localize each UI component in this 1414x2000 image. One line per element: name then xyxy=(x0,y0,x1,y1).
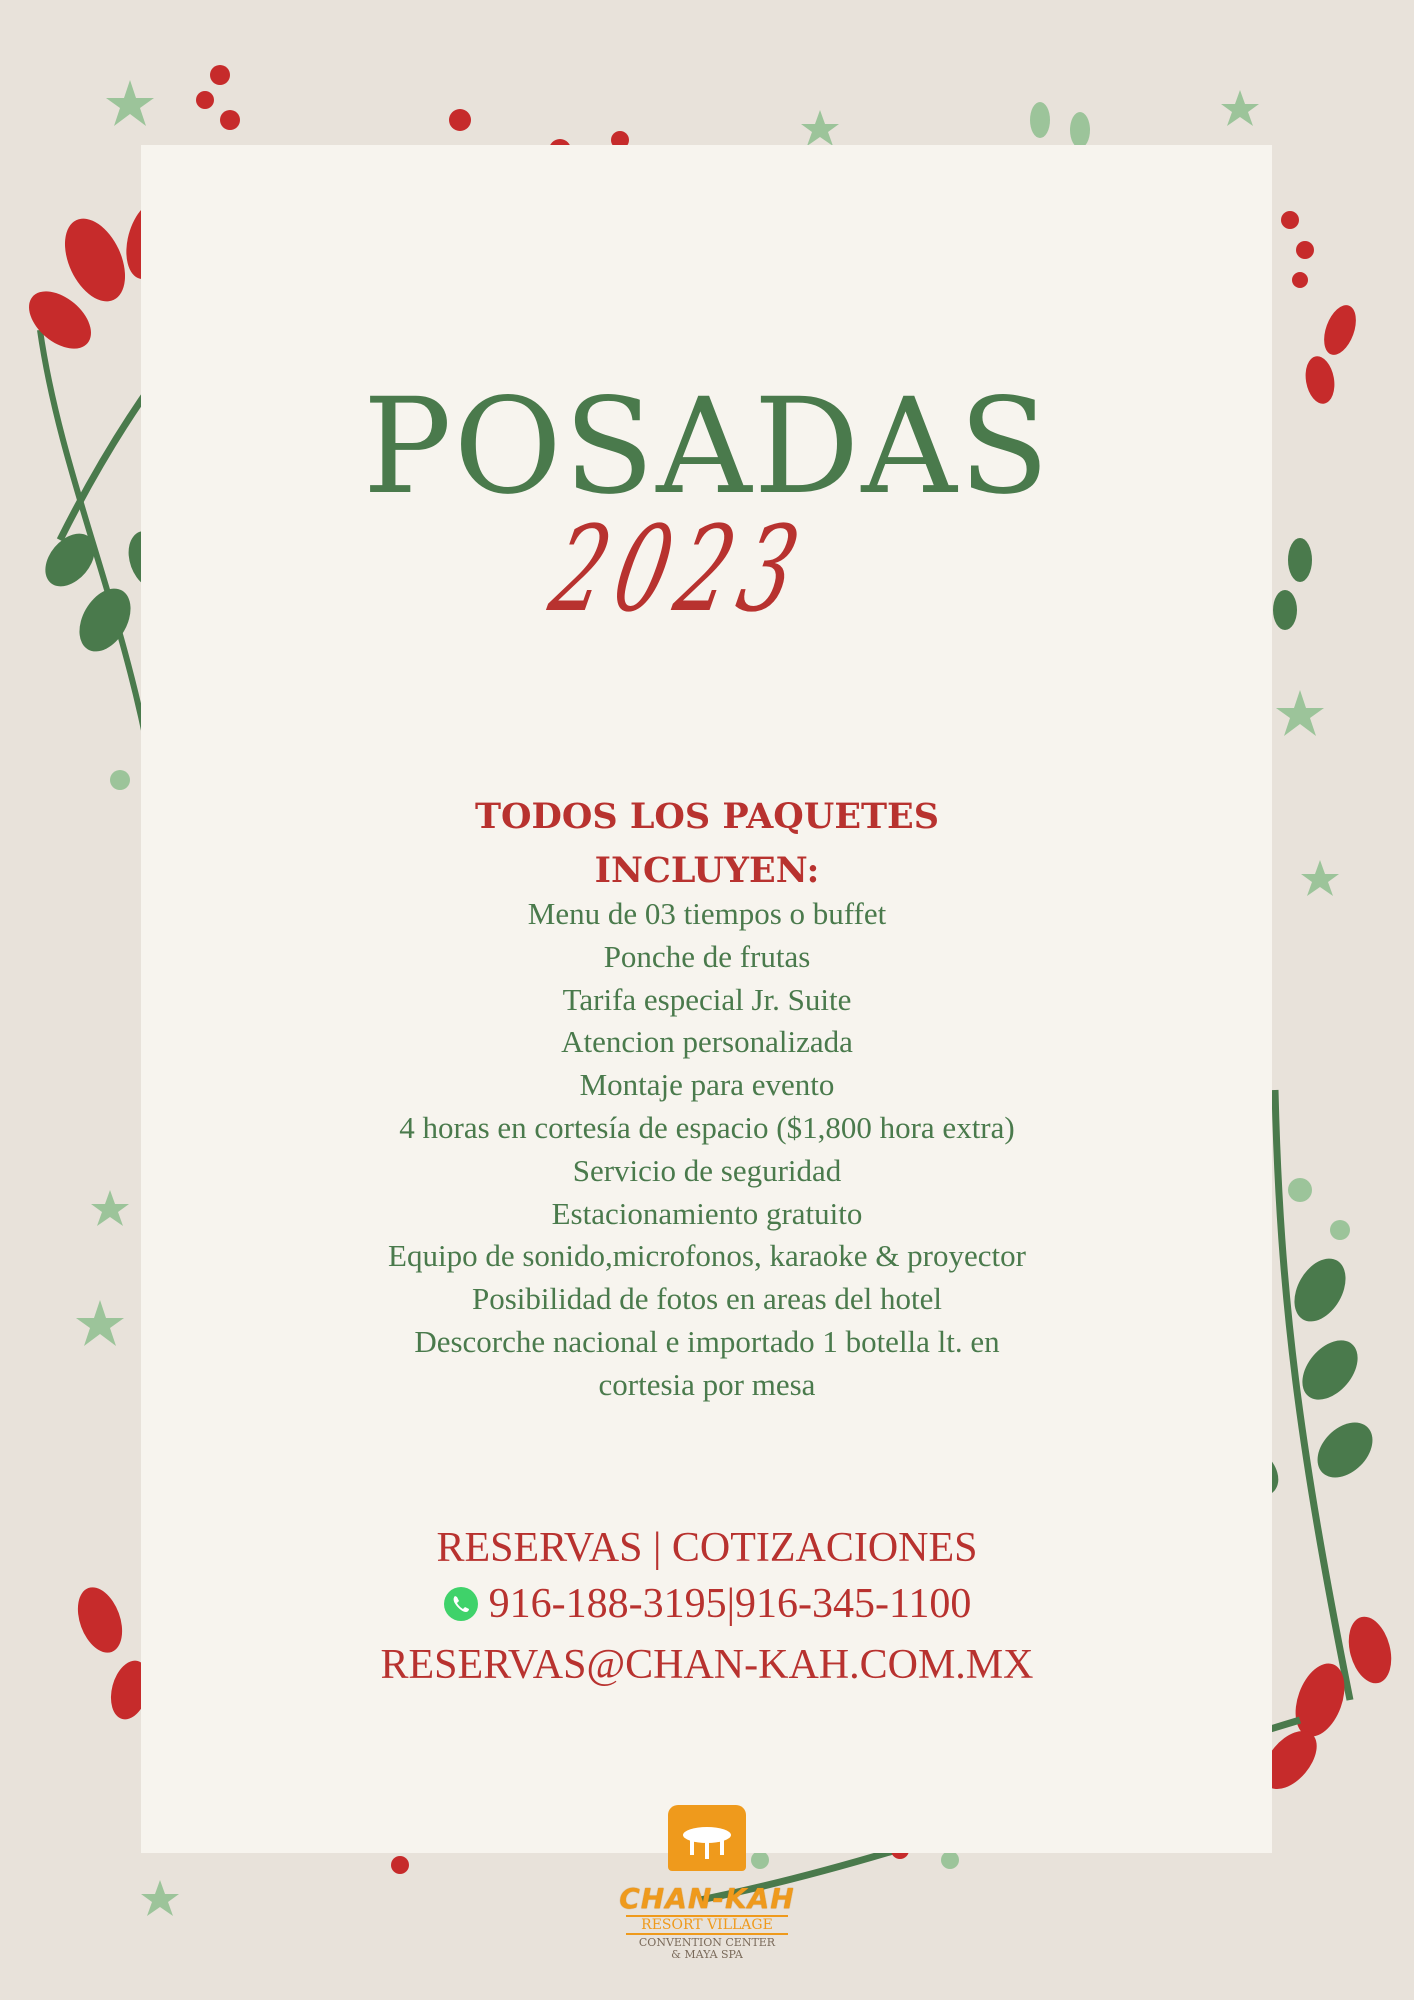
list-item: Servicio de seguridad xyxy=(572,1152,842,1188)
list-item: Equipo de sonido,microfonos, karaoke & proyector xyxy=(388,1238,1026,1274)
contact-heading: RESERVAS | COTIZACIONES xyxy=(436,1525,978,1571)
list-item: Descorche nacional e importado 1 botella lt. en xyxy=(414,1323,1000,1359)
includes-heading xyxy=(0,790,1414,898)
email-link[interactable]: RESERVAS@CHAN-KAH.COM.MX xyxy=(380,1642,1034,1688)
list-item: Estacionamiento gratuito xyxy=(551,1195,863,1231)
logo-subtitle: RESORT VILLAGE xyxy=(626,1915,788,1935)
list-item: Montaje para evento xyxy=(579,1067,835,1103)
contact-block xyxy=(0,1520,1414,1693)
list-item: Tarifa especial Jr. Suite xyxy=(562,981,852,1017)
list-item: Atencion personalizada xyxy=(561,1024,853,1060)
logo-brand: CHAN-KAH xyxy=(619,1882,795,1915)
phone-numbers-link[interactable]: 916-188-3195|916-345-1100 xyxy=(488,1581,972,1627)
list-item: Posibilidad de fotos en areas del hotel xyxy=(471,1281,943,1317)
logo-badge-icon xyxy=(668,1805,746,1871)
phone-row xyxy=(443,1576,972,1632)
list-item: 4 horas en cortesía de espacio ($1,800 hora extra) xyxy=(399,1109,1015,1145)
includes-heading-line2: INCLUYEN: xyxy=(594,850,820,891)
poster-year: 2023 xyxy=(540,500,820,638)
list-item: Ponche de frutas xyxy=(603,938,811,974)
poster-title: POSADAS xyxy=(362,370,1052,524)
includes-heading-line1: TODOS LOS PAQUETES xyxy=(474,796,939,837)
list-item: cortesia por mesa xyxy=(598,1366,816,1402)
chan-kah-logo xyxy=(618,1805,796,1995)
logo-tagline-1: CONVENTION CENTER xyxy=(638,1936,776,1949)
logo-tagline-2: & MAYA SPA xyxy=(671,1948,743,1961)
included-items-list xyxy=(0,893,1414,1407)
whatsapp-icon xyxy=(443,1586,479,1622)
list-item: Menu de 03 tiempos o buffet xyxy=(527,896,887,931)
